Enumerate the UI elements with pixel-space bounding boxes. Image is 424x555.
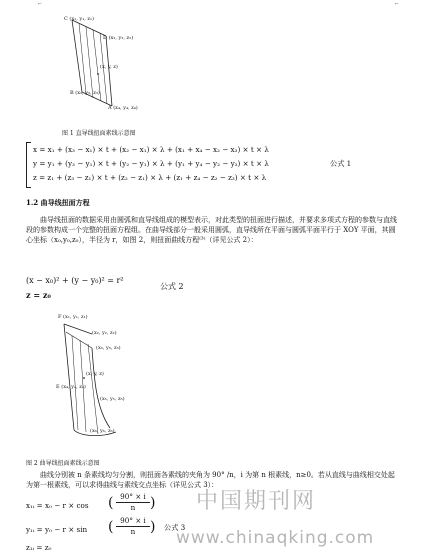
fig1-label-b: B (x₃, y₃, z₃) xyxy=(70,90,100,96)
figure1-caption: 图 1 直导线扭面素线示意图 xyxy=(62,130,136,137)
watermark-cn: 中国期刊网 xyxy=(196,489,317,514)
formula3-label: 公式 3 xyxy=(164,523,186,532)
corner-mark-right: ⌐ xyxy=(395,2,399,7)
fig2-label-p3: (x₃, y₃, z₃) xyxy=(96,345,121,351)
fig1-edge-cd xyxy=(72,20,106,36)
formula3-y-frac xyxy=(116,516,150,537)
section-paragraph-1: 曲导线扭面的数据采用由圆弧和直导线组成的模型表示，对此类型的扭面进行描述，并要求多项式方程的参数与直线段的参数构成一个完整的扭面方程组。在曲导线部分一般采用圆弧，直导线所在平面与圆弧平面平行于 XOY 平面，其圆心坐标（x₀,y₀,z₀），半径为 r，如图 2，则扭面曲线方程⁽³⁾（详见公式 2）： xyxy=(26,216,397,244)
fig1-label-c: C (x₁, y₁, z₁) xyxy=(64,16,94,22)
formula3-y-num: 90° × i xyxy=(120,516,146,525)
watermark-url: www.chinaqking.com xyxy=(176,528,375,548)
fig2-left-edge xyxy=(64,324,74,430)
fig2-arc xyxy=(92,348,110,428)
section-heading: 1.2 曲导线扭面方程 xyxy=(26,198,90,207)
fig2-label-p6: (x₆, y₆, z₆) xyxy=(90,428,115,434)
formula3-x-num: 90° × i xyxy=(120,492,146,501)
fig2-point-xyz xyxy=(83,377,85,379)
formula1-line-z: z = z₁ + (z₃ − z₁) × t + (z₂ − z₁) × λ + (z₁ + z₄ − z₂ − z₃) × t × λ xyxy=(33,173,267,182)
formula3-y-den: n xyxy=(130,527,136,536)
fig2-label-e: E (x₄, y₄, z₄) xyxy=(56,384,86,390)
fig1-generator-2 xyxy=(86,27,93,98)
fig1-label-a: A (x₄, y₄, z₄) xyxy=(108,105,138,111)
figure2-caption: 图 2 曲导线扭面素线示意图 xyxy=(26,460,100,467)
fig1-edge-cb xyxy=(72,20,82,92)
fig1-generator-1 xyxy=(79,23,86,94)
formula3-x-lhs: x₁ᵢ = x₀ − r × cos xyxy=(26,501,89,510)
formula3-z-line: z₁ᵢ = z₀ xyxy=(26,543,52,552)
formula2-line-2: z = z₀ xyxy=(26,290,51,300)
formula3-y-paren-close: ) xyxy=(150,519,156,535)
formula3-x-frac xyxy=(116,492,150,513)
formula3-y-lhs: y₁ᵢ = y₀ − r × sin xyxy=(26,525,88,534)
formula3-x-paren: ( xyxy=(108,495,114,511)
formula1-label: 公式 1 xyxy=(330,159,352,168)
fig1-point-mid xyxy=(97,73,99,75)
formula3-x-den: n xyxy=(130,503,136,512)
formula3-x-paren-close: ) xyxy=(150,495,156,511)
fig2-label-p5: (x₅, y₅, z₅) xyxy=(100,396,125,402)
formula3-y-paren: ( xyxy=(108,519,114,535)
paragraph-2: 曲线分别被 n 条素线均匀分割，则扭面各素线的夹角为 90° /n，i 为第 n 根素线，n≥0。若从直线与曲线相交处起为第一根素线，可以求得曲线与素线交点坐标（详见公式 3）： xyxy=(26,471,395,489)
formula1-line-y: y = y₁ + (y₃ − y₁) × t + (y₂ − y₁) × λ + (y₁ + y₄ − y₂ − y₃) × t × λ xyxy=(33,159,269,168)
formula1-brace xyxy=(26,142,31,188)
formula2-line-1: (x − x₀)² + (y − y₀)² = r² xyxy=(26,276,124,285)
figure1-diagram xyxy=(58,14,198,114)
formula1-line-x: x = x₁ + (x₃ − x₁) × t + (x₂ − x₁) × λ + (x₁ + x₄ − x₂ − x₃) × t × λ xyxy=(33,145,269,154)
fig2-top-edge xyxy=(64,324,92,334)
formula2-label: 公式 2 xyxy=(160,282,184,291)
fig2-label-f: F (x₁, y₁, z₁) xyxy=(58,314,88,320)
fig1-edge-da xyxy=(106,36,112,106)
fig2-label-p2: (x₂, y₂, z₂) xyxy=(92,330,117,336)
fig1-label-d: D (x₂, y₂, z₂) xyxy=(103,35,134,41)
corner-mark-left: ⌐ xyxy=(38,2,42,7)
fig2-label-p4: (x, y, z) xyxy=(86,371,104,377)
fig1-label-mid: (x, y, z) xyxy=(100,64,118,70)
